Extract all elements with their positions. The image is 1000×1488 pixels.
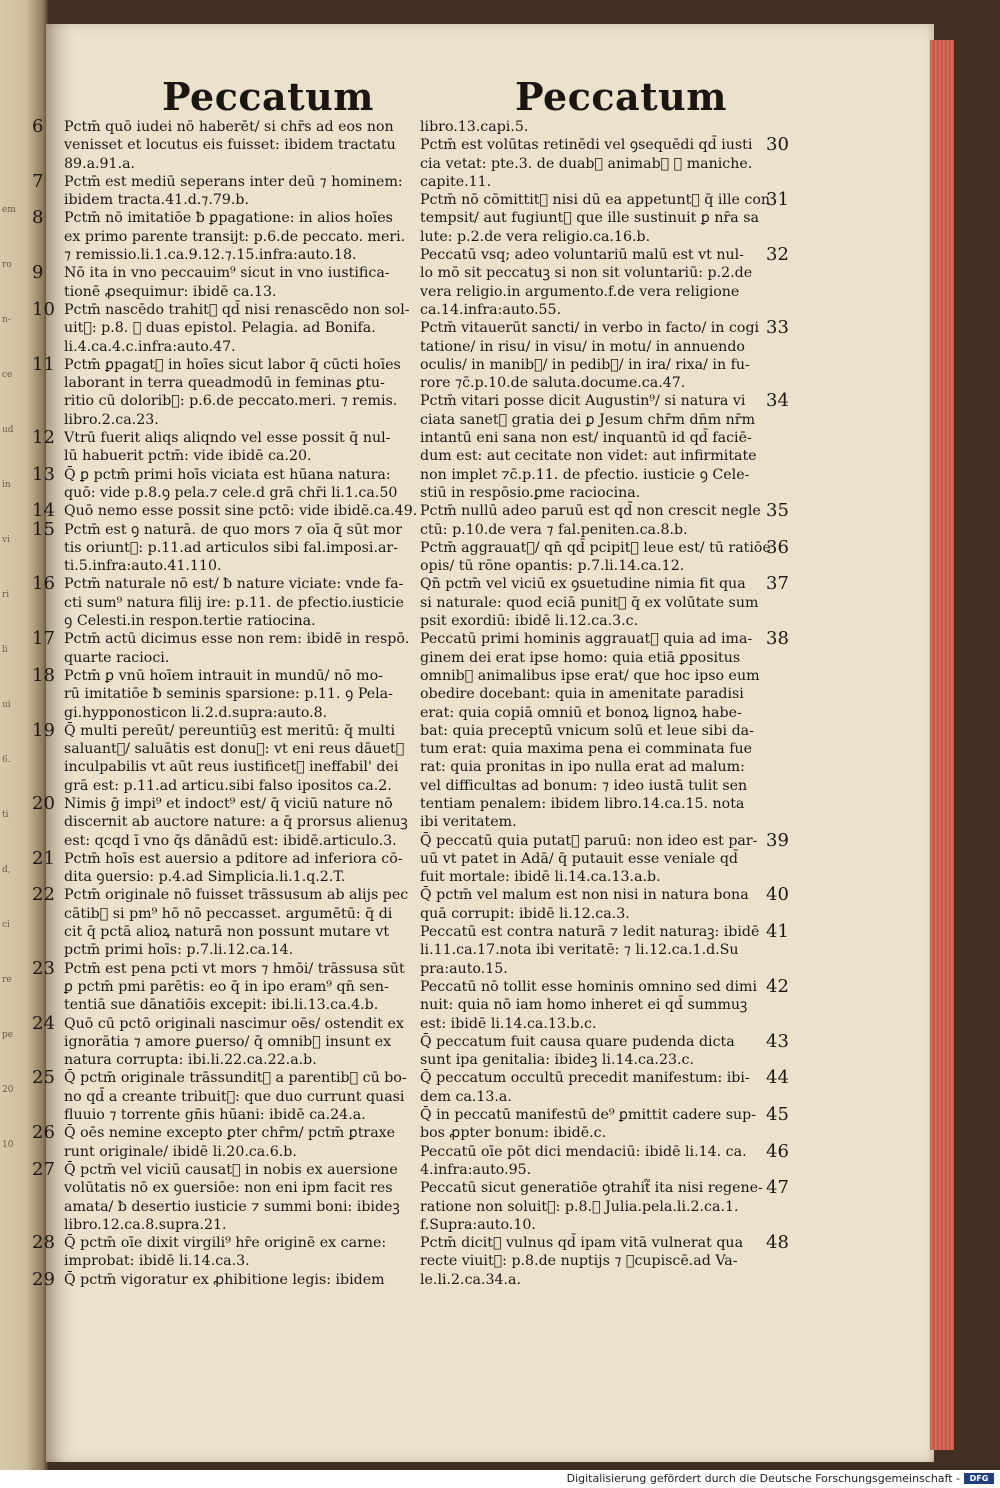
index-entry [32,719,418,795]
entry-line: Nimis ḡ impi⁹ et indoct⁹ est/ q̄ viciū nature nō [64,795,393,812]
entry-number: 33 [766,317,789,339]
entry-line: Pctm̄ nullū adeo paruū est qd̄ non crescit negle [420,503,761,520]
entry-line: erat: quia copiā omniū et bonoꝝ lignoꝝ habe- [420,704,742,721]
entry-line: ⁊ remissio.li.1.ca.9.12.⁊.15.infra:auto.18. [64,247,357,264]
entry-number: 41 [766,921,789,943]
index-entry [420,536,790,576]
index-entry [420,829,790,887]
entry-line: bat: quia preceptū vnicum solū et leue sibi da- [420,722,754,739]
index-entry [420,118,790,136]
entry-line: fuit mortale: ibidē li.14.ca.13.a.b. [420,869,661,886]
entry-number: 11 [32,353,55,375]
entry-line: ti.5.infra:auto.41.110. [64,558,222,575]
entry-line: volūtatis nō ex ꝯuersiōe: non eni ipm facit res [64,1180,393,1197]
entry-line: li.11.ca.17.nota ibi veritatē: ⁊ li.12.ca.1.d.Su [420,942,739,959]
entry-line: Quō cū pctō originali nascimur oēs/ ostendit ex [64,1015,404,1032]
footer-bar [0,1470,1000,1488]
entry-line: f.Supra:auto.10. [420,1216,536,1233]
entry-line: tionē ꝓsequimur: ibidē ca.13. [64,283,277,300]
entry-line: Pctm̄ naturale nō est/ ƀ nature viciate: vnde fa- [64,576,404,593]
entry-line: rat: quia pronitas in ipo nulla erat ad malum: [420,759,745,776]
entry-line: Pctm̄ quō iudei nō haberēt/ si chr̄s ad eos non [64,119,394,135]
entry-line: no qd̄ a creante tribuit᷑: que duo currunt quasi [64,1088,405,1105]
index-entry [32,518,418,576]
entry-line: oculis/ in manib᷒/ in pedib᷒/ in ira/ rixa/ in fu- [420,356,750,373]
entry-number: 22 [32,884,55,906]
entry-line: gi.hypponosticon li.2.d.supra:auto.8. [64,704,328,721]
margin-fragment: pe [2,1030,14,1040]
entry-number: 30 [766,134,789,156]
entry-line: non implet ⁊c̄.p.11. de pfectio. iusticie ꝯ Cele- [420,466,750,483]
entry-line: libro.13.capi.5. [420,119,529,135]
margin-fragment: ui [2,700,11,710]
entry-line: discernit ab auctore nature: a q̄ prorsus alienuꝫ [64,814,408,831]
entry-line: Q̄ pctm̄ vigoratur ex ꝓhibitione legis: ibidem [64,1271,385,1288]
entry-line: tentiā sue dānatiōis excepit: ibi.li.13.ca.4.b. [64,997,379,1014]
entry-line: Q̄ pctm̄ originale trāssundit᷑ a parentib᷒ cū bo- [64,1070,407,1087]
entry-number: 15 [32,518,55,540]
entry-line: amata/ ƀ desertio iusticie ⁊ summi boni: ibideꝫ [64,1198,400,1215]
index-entry [420,575,790,630]
entry-line: Pctm̄ nascēdo trahit᷑ qd̄ nisi renascēdo non sol- [64,301,410,318]
entry-number: 13 [32,463,55,485]
entry-line: Peccatū nō tollit esse hominis omnino sed dimi [420,978,757,995]
index-entry [32,664,418,722]
entry-number: 46 [766,1140,789,1162]
entry-number: 17 [32,628,55,650]
entry-line: recte viuit᷑: p.8.de nuptijs ⁊ ꝯcupiscē.ad Va- [420,1253,738,1270]
index-entry [420,1234,790,1289]
right-column [420,118,790,1289]
entry-line: 4.infra:auto.95. [420,1161,532,1178]
entry-line: Pctm̄ est volūtas retinēdi vel ꝯsequēdi qd̄ iusti [420,137,753,154]
index-entry [32,573,418,630]
entry-line: ginem dei erat ipse homo: quia etiā ꝑpositus [420,649,741,666]
margin-fragment: 10 [2,1140,14,1150]
entry-line: dem ca.13.a. [420,1088,512,1105]
entry-line: ignorātia ⁊ amore ꝑuerso/ q̄ omnib᷒ insunt ex [64,1033,392,1050]
index-entry [32,170,418,210]
index-entry [420,246,790,319]
entry-number: 35 [766,500,789,522]
entry-number: 8 [32,207,44,229]
entry-number: 7 [32,170,44,192]
entry-line: 89.a.91.a. [64,155,136,172]
entry-line: ctū: p.10.de vera ⁊ fal.peniten.ca.8.b. [420,521,688,538]
margin-fragment: in [2,480,11,490]
entry-line: tentiam penalem: ibidem libro.14.ca.15. nota [420,795,745,812]
entry-number: 38 [766,628,789,650]
entry-line: libro.12.ca.8.supra.21. [64,1216,227,1233]
entry-line: Q̄ peccatum fuit causa quare pudenda dicta [420,1033,735,1050]
entry-number: 28 [32,1232,55,1254]
entry-line: tis oriunt᷑: p.11.ad articulos sibi fal.imposi.ar- [64,539,398,556]
index-entry [420,1179,790,1234]
margin-fragment: ce [2,370,13,380]
index-entry [420,1140,790,1180]
entry-line: Peccatū vsq; adeo voluntariū malū est vt nul- [420,247,744,264]
entry-number: 25 [32,1067,55,1089]
index-entry [32,1067,418,1124]
entry-line: Pctm̄ hoīs est auersio a pditore ad inferiora cō- [64,850,403,867]
entry-line: rū imitatiōe ƀ seminis sparsione: p.11. ꝯ Pela- [64,686,393,703]
entry-number: 27 [32,1158,55,1180]
entry-line: grā est: p.11.ad articu.sibi falso ipositos ca.2. [64,777,392,794]
entry-line: Pctm̄ vitauerūt sancti/ in verbo in facto/ in cogi [420,320,760,337]
index-entry [32,884,418,959]
index-entry [420,502,790,539]
entry-line: obedire docebant: quia in amenitate paradisi [420,686,744,703]
index-entry [420,1106,790,1143]
entry-line: capite.11. [420,173,492,190]
entry-line: Q̄ pctm̄ oīe dixit virgili⁹ hr̄e originē ex carne: [64,1235,387,1252]
entry-line: le.li.2.ca.34.a. [420,1271,522,1288]
index-entry [420,136,790,191]
entry-line: ibi veritatem. [420,814,517,831]
entry-line: dum est: aut cecitate non videt: aut infirmitate [420,448,757,465]
entry-line: li.4.ca.4.c.infra:auto.47. [64,338,236,355]
entry-line: fluuio ⁊ torrente gn̄is hūani: ibidē ca.24.a. [64,1107,366,1124]
left-column [32,116,418,1290]
entry-number: 36 [766,536,789,558]
entry-line: Pctm̄ ꝑ vnū hoīem intrauit in mundū/ nō mo- [64,667,383,684]
index-entry [420,630,790,831]
entry-line: Pctm̄ originale nō fuisset trāssusum ab alijs pec [64,887,409,904]
index-entry [32,792,418,850]
margin-fragment: ri [2,590,10,600]
entry-line: bos ꝓpter bonum: ibidē.c. [420,1125,607,1142]
entry-line: Peccatū oīe pōt dici mendaciū: ibidē li.14. ca. [420,1143,747,1160]
entry-line: lū habuerit pctm̄: vide ibidē ca.20. [64,448,312,465]
index-entry [32,463,418,503]
entry-number: 43 [766,1030,789,1052]
entry-line: Q̄ pctm̄ vel malum est non nisi in natura bona [420,887,749,904]
entry-number: 32 [766,244,789,266]
entry-line: tatione/ in risu/ in visu/ in motu/ in annuendo [420,338,745,355]
entry-number: 16 [32,573,55,595]
entry-number: 10 [32,298,55,320]
index-entry [32,957,418,1015]
margin-fragment: d, [2,865,11,875]
entry-line: Pctm̄ est pena pcti vt mors ⁊ hmōi/ trāssusa sūt [64,960,405,977]
entry-line: Pctm̄ vitari posse dicit Augustin⁹/ si natura vi [420,393,746,410]
entry-number: 9 [32,262,44,284]
entry-line: ratione non soluit᷑: p.8.ꝯ Julia.pela.li.2.ca.1. [420,1198,739,1215]
margin-fragment: ci [2,920,10,930]
entry-number: 12 [32,427,55,449]
entry-line: tum erat: quia maxima pena ei comminata fue [420,741,753,758]
entry-line: Q̄ multi pereūt/ pereuntiūꝫ est meritū: q̄ multi [64,722,396,739]
index-entry [32,1232,418,1271]
margin-fragment: em [2,205,16,215]
entry-line: ca.14.infra:auto.55. [420,301,562,318]
entry-line: Pctm̄ nō imitatiōe ƀ ꝑpagatione: in alios hoīes [64,210,393,227]
index-entry [420,319,790,392]
entry-number: 26 [32,1122,55,1144]
entry-number: 19 [32,719,55,741]
entry-number: 44 [766,1067,789,1089]
index-entry [420,923,790,978]
index-entry [420,1069,790,1106]
entry-line: nuit: quia nō iam homo inheret ei qd̄ summuꝫ [420,997,748,1014]
entry-line: quā corrupit: ibidē li.12.ca.3. [420,905,630,922]
entry-line: Peccatū sicut generatiōe ꝯtrahit᷑ ita nisi regene- [420,1180,763,1197]
entry-line: est: qcqd ī vno q̄s dānādū est: ibidē.articulo.3. [64,832,397,849]
entry-line: Pctm̄ dicit᷑ vulnus qd̄ ipam vitā vulnerat qua [420,1235,744,1252]
entry-line: Peccatū primi hominis aggrauat᷑ quia ad ima- [420,631,753,648]
entry-line: Pctm̄ nō cōmittit᷑ nisi dū ea appetunt᷑ q̄ ille con [420,192,771,209]
entry-line: quarte racioci. [64,649,170,666]
entry-line: Q̄ ꝑ pctm̄ primi hoīs viciata est hūana natura: [64,466,391,483]
entry-line: runt originale/ ibidē li.20.ca.6.b. [64,1143,297,1160]
index-entry [420,191,790,246]
entry-line: Qn̄ pctm̄ vel viciū ex ꝯsuetudine nimia fit qua [420,576,746,593]
entry-line: psit exordiū: ibidē li.12.ca.3.c. [420,613,639,630]
footer-credit: Digitalisierung gefördert durch die Deutsche Forschungsgemeinschaft - [566,1472,960,1485]
running-head-left: Peccatum [162,74,375,119]
entry-number: 42 [766,975,789,997]
entry-number: 6 [32,116,44,137]
entry-line: est: ibidē li.14.ca.13.b.c. [420,1015,597,1032]
entry-number: 47 [766,1177,789,1199]
entry-line: Q̄ peccatū quia putat᷑ paruū: non ideo est par- [420,832,758,849]
entry-line: omnib᷒ animalibus ipse erat/ que hoc ipso eum [420,667,760,684]
entry-line: tempsit/ aut fugiunt᷑ que ille sustinuit ꝑ nr̄a sa [420,210,760,227]
entry-line: ꝯ Celesti.in respon.tertie ratiocina. [64,613,316,630]
entry-line: ꝑ pctm̄ pmi parētis: eo q̄ in ipo eram⁹ qn̄ sen- [64,978,389,995]
entry-line: pctm̄ primi hoīs: p.7.li.12.ca.14. [64,942,294,959]
index-entry [32,628,418,667]
margin-fragment: ro [2,260,12,270]
entry-line: cia vetat: pte.3. de duab᷒ animab᷒ ꝯ maniche. [420,155,753,172]
dfg-logo: DFG [964,1473,994,1484]
index-entry [32,1122,418,1161]
entry-number: 34 [766,390,789,412]
entry-line: dita ꝯuersio: p.4.ad Simplicia.li.1.q.2.T. [64,869,346,886]
entry-line: laborant in terra queadmodū in feminas ꝑtu- [64,375,385,392]
entry-line: stiū in respōsio.ꝑme raciocina. [420,484,641,501]
entry-line: Q̄ oēs nemine excepto ꝑter chr̄m/ pctm̄ ꝑtraxe [64,1125,396,1142]
entry-line: uū vt patet in Adā/ q̄ putauit esse veniale qd̄ [420,850,738,867]
margin-fragment: vi [2,535,10,545]
entry-line: cti sum⁹ natura filij ire: p.11. de pfectio.iusticie [64,594,404,611]
entry-line: natura corrupta: ibi.li.22.ca.22.a.b. [64,1052,317,1069]
margin-fragment: 6. [2,755,11,765]
entry-line: Peccatū est contra naturā ⁊ ledit naturaꝫ: ibidē [420,924,760,941]
index-entry [32,298,418,356]
entry-number: 21 [32,847,55,869]
entry-number: 23 [32,957,55,979]
index-entry [32,207,418,264]
index-entry [32,262,418,301]
entry-line: vel difficultas ad bonum: ⁊ ideo iustā tulit sen [420,777,748,794]
index-entry [420,886,790,923]
entry-number: 31 [766,189,789,211]
entry-line: cit q̄ pctā alioꝝ naturā non possunt mutare vt [64,924,390,941]
entry-line: ritio cū dolorib᷒: p.6.de peccato.meri. ⁊ remis. [64,393,398,410]
running-head-right: Peccatum [515,74,728,119]
entry-line: opis/ tū rōne opantis: p.7.li.14.ca.12. [420,558,685,575]
entry-line: Pctm̄ actū dicimus esse non rem: ibidē in respō. [64,631,410,648]
margin-fragment: ti [2,810,9,820]
entry-number: 29 [32,1268,55,1290]
entry-line: si naturale: quod eciā punit᷑ q̄ ex volūtate sum [420,594,759,611]
entry-line: vera religio.in argumento.f.de vera religione [420,283,740,300]
entry-line: Q̄ pctm̄ vel viciū causat᷑ in nobis ex auersione [64,1161,398,1178]
entry-line: ibidem tracta.41.d.⁊.79.b. [64,192,250,209]
entry-line: Pctm̄ est ꝯ naturā. de quo mors ⁊ oīa q̄ sūt mor [64,521,403,538]
index-entry [32,847,418,887]
entry-line: lute: p.2.de vera religio.ca.16.b. [420,228,651,245]
margin-fragment: re [2,975,12,985]
margin-fragment: ud [2,425,14,435]
entry-line: Pctm̄ est mediū seperans inter deū ⁊ hominem: [64,173,403,190]
entry-number: 48 [766,1232,789,1254]
entry-number: 40 [766,884,789,906]
entry-number: 37 [766,573,789,595]
entry-line: improbat: ibidē li.14.ca.3. [64,1253,250,1270]
margin-fragment: 20 [2,1085,14,1095]
entry-line: saluant᷑/ saluātis est donuꝫ: vt eni reus dāuet᷑ [64,741,405,758]
entry-line: inculpabilis vt aūt reus iustificet᷑ ineffabil' dei [64,759,399,776]
entry-line: uit᷑: p.8. ꝯ duas epistol. Pelagia. ad Bonifa. [64,320,376,337]
entry-number: 20 [32,792,55,814]
entry-number: 18 [32,664,55,686]
index-entry [32,1012,418,1070]
entry-number: 14 [32,500,55,522]
index-entry [32,427,418,466]
entry-line: ciata sanet᷑ gratia dei ꝑ Jesum chr̄m dn̄m nr̄m [420,411,756,428]
index-entry [420,975,790,1033]
entry-line: Pctm̄ ꝑpagat᷑ in hoīes sicut labor q̄ cūcti hoīes [64,356,401,373]
index-entry [420,1030,790,1070]
entry-number: 45 [766,1104,789,1126]
entry-line: Quō nemo esse possit sine pctō: vide ibidē.ca.49. [64,503,418,520]
entry-line: Vtrū fuerit aliqs aliqndo vel esse possit q̄ nul- [64,430,391,447]
entry-number: 24 [32,1012,55,1034]
entry-line: venisset et locutus eis fuisset: ibidem tractatu [64,137,396,154]
entry-line: Nō ita in vno peccauim⁹ sicut in vno iustifica- [64,265,390,282]
entry-line: Q̄ in peccatū manifestū de⁹ ꝑmittit cadere sup- [420,1107,757,1124]
entry-line: libro.2.ca.23. [64,411,159,428]
entry-line: Q̄ peccatum occultū precedit manifestum: ibi- [420,1070,750,1087]
entry-line: lo mō sit peccatuꝫ si non sit voluntariū: p.2.de [420,265,753,282]
entry-line: ex primo parente transijt: p.6.de peccato. meri. [64,228,406,245]
index-entry [32,116,418,173]
margin-fragment: n- [2,315,11,325]
index-entry [32,1268,418,1290]
entry-line: sunt ipa genitalia: ibideꝫ li.14.ca.23.c. [420,1052,694,1069]
index-entry [420,392,790,502]
entry-line: cātib᷒ si pm⁹ hō nō peccasset. argumētū: q̄ di [64,905,393,922]
entry-line: intantū eni sana non est/ inquantū id qd̄ faciē- [420,430,752,447]
entry-number: 39 [766,829,789,851]
page-edges-red [930,40,954,1450]
entry-line: pra:auto.15. [420,960,508,977]
index-entry [32,500,418,522]
index-entry [32,353,418,429]
index-entry [32,1158,418,1234]
margin-fragment: li [2,645,8,655]
entry-line: quō: vide p.8.ꝯ pela.⁊ cele.d grā chr̄i li.1.ca.50 [64,484,398,501]
entry-line: Pctm̄ aggrauat᷑/ qn̄ qd̄ pcipit᷑ leue est/ tū ratiōe [420,539,771,556]
entry-line: rore ⁊c̄.p.10.de saluta.docume.ca.47. [420,375,686,392]
